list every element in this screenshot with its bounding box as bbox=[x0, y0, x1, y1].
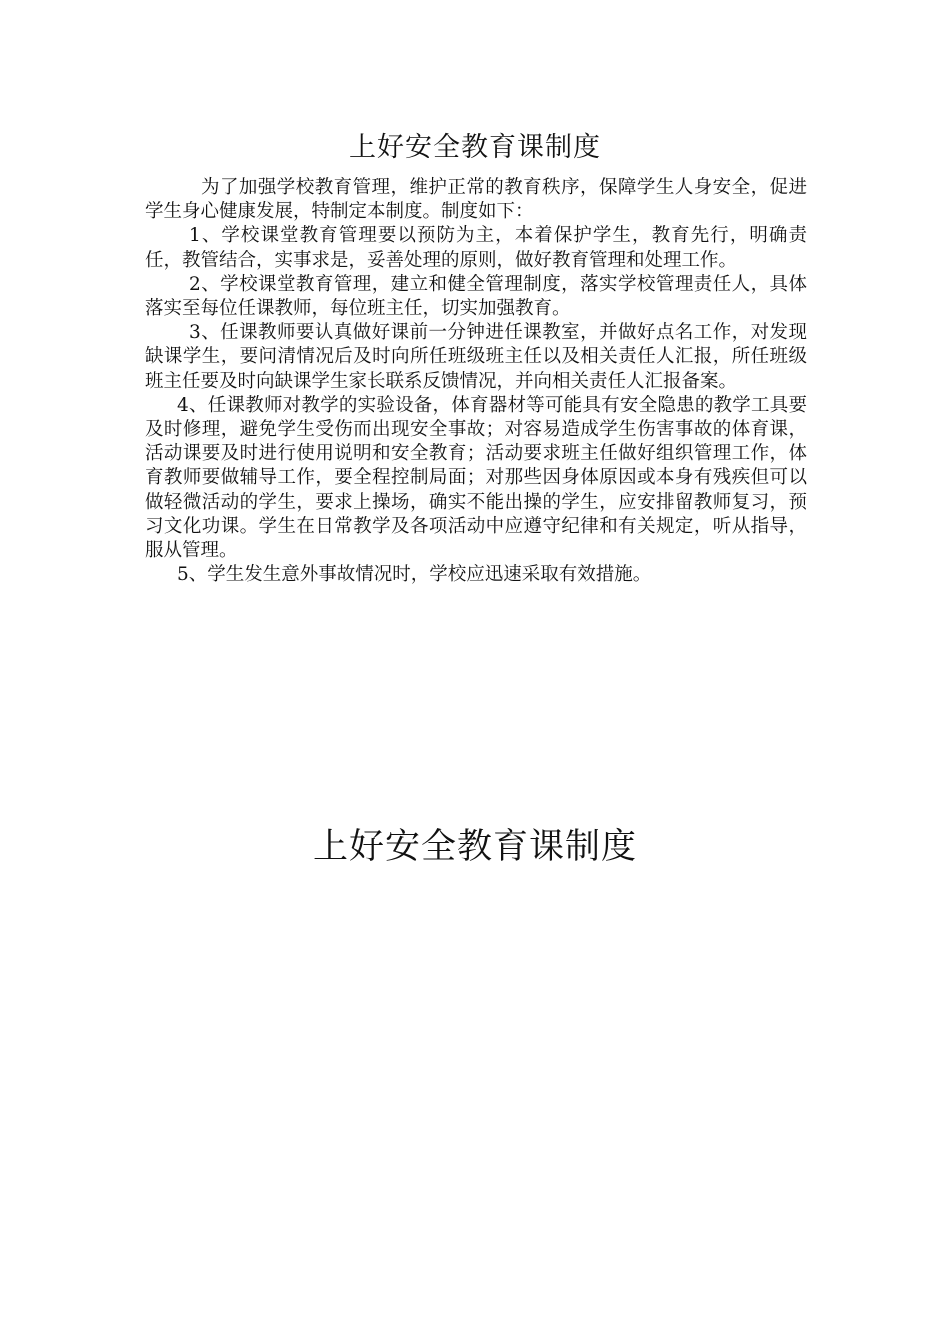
rule-item-3: 3、任课教师要认真做好课前一分钟进任课教室，并做好点名工作，对发现缺课学生，要问清情况后及时向所任班级班主任以及相关责任人汇报，所任班级班主任要及时向缺课学生家长联系反馈情况，并向相关责任人汇报备案。 bbox=[145, 322, 807, 392]
rule-item-4: 4、任课教师对教学的实验设备，体育器材等可能具有安全隐患的教学工具要及时修理，避免学生受伤而出现安全事故；对容易造成学生伤害事故的体育课，活动课要及时进行使用说明和安全教育；活动要求班主任做好组织管理工作，体育教师要做辅导工作，要全程控制局面；对那些因身体原因或本身有残疾但可以做轻微活动的学生，要求上操场，确实不能出操的学生，应安排留教师复习，预习文化功课。学生在日常教学及各项活动中应遵守纪律和有关规定，听从指导，服从管理。 bbox=[145, 394, 807, 562]
document-body bbox=[145, 176, 807, 587]
rule-item-2: 2、学校课堂教育管理，建立和健全管理制度，落实学校管理责任人，具体落实至每位任课教师，每位班主任，切实加强教育。 bbox=[145, 273, 807, 320]
rule-item-1: 1、学校课堂教育管理要以预防为主，本着保护学生，教育先行，明确责任，教管结合，实事求是，妥善处理的原则，做好教育管理和处理工作。 bbox=[145, 225, 807, 271]
rule-item-5: 5、学生发生意外事故情况时，学校应迅速采取有效措施。 bbox=[177, 564, 652, 586]
repeated-title: 上好安全教育课制度 bbox=[312, 827, 637, 867]
intro-paragraph: 为了加强学校教育管理，维护正常的教育秩序，保障学生人身安全，促进学生身心健康发展，特制定本制度。制度如下： bbox=[145, 177, 807, 223]
document-title: 上好安全教育课制度 bbox=[349, 132, 601, 163]
